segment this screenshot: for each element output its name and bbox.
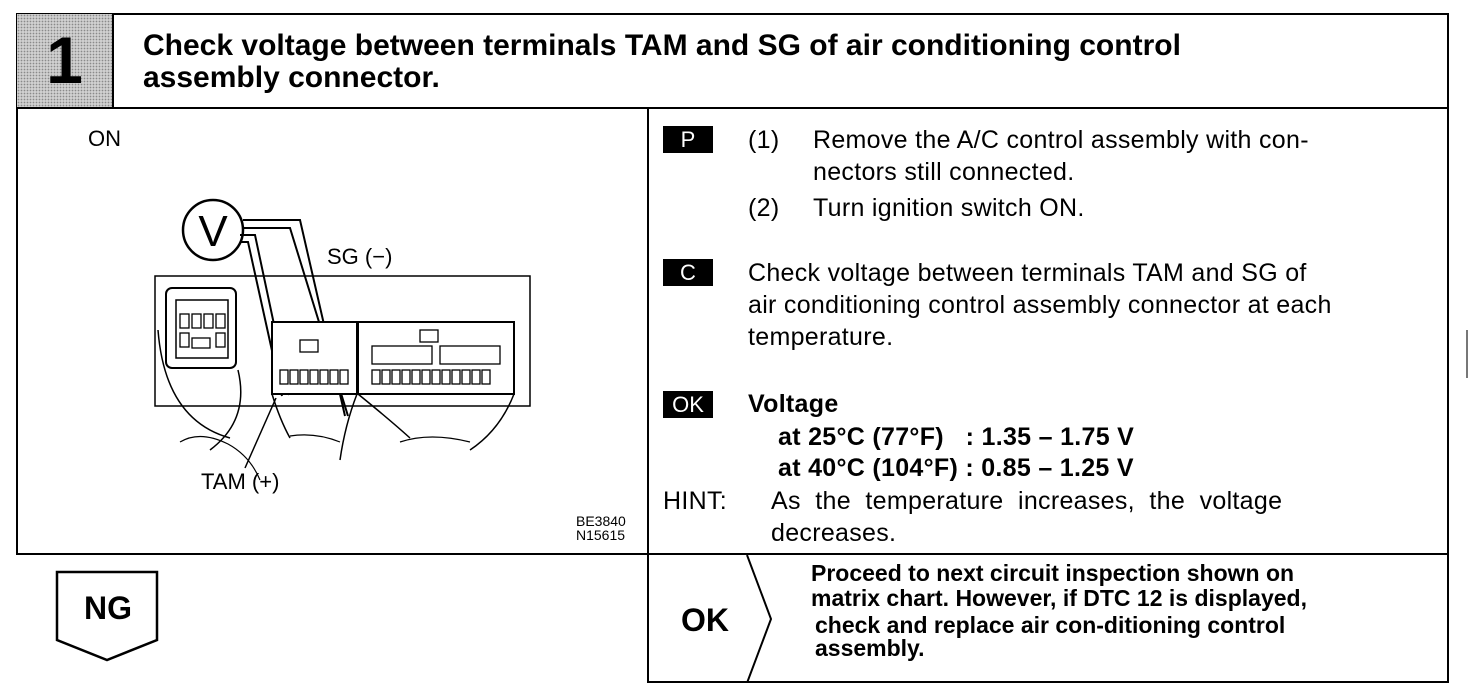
hint-line1: As the temperature increases, the voltage	[771, 487, 1283, 515]
voltmeter-symbol: V	[198, 207, 228, 256]
step-number: 1	[46, 23, 83, 97]
margin-mark	[1466, 330, 1468, 378]
step-title-line1: Check voltage between terminals TAM and SG of air conditioning control	[143, 29, 1181, 62]
hint-label: HINT:	[663, 487, 727, 515]
ok-badge: OK	[663, 391, 713, 418]
step2-number: (2)	[748, 194, 780, 222]
check-line3: temperature.	[748, 323, 894, 351]
check-line1: Check voltage between terminals TAM and SG of	[748, 259, 1307, 287]
sg-terminal-label: SG (−)	[327, 244, 393, 269]
step2-text: Turn ignition switch ON.	[813, 194, 1085, 222]
ok-spec-40c: at 40°C (104°F) : 0.85 – 1.25 V	[778, 454, 1134, 482]
figure-code-1: BE3840	[576, 513, 626, 529]
tam-terminal-label: TAM (+)	[201, 469, 280, 494]
check-line2: air conditioning control assembly connector at each	[748, 291, 1332, 319]
ng-label: NG	[84, 590, 132, 626]
hint-line2: decreases.	[771, 519, 897, 547]
header-bottom-border	[16, 107, 1449, 109]
ok-result-line4: assembly.	[815, 635, 925, 661]
check-badge: C	[663, 259, 713, 286]
step1-line2: nectors still connected.	[813, 158, 1075, 186]
ok-result-line3: check and replace air con-ditioning control	[815, 612, 1286, 638]
prepare-badge: P	[663, 126, 713, 153]
ok-result-line1: Proceed to next circuit inspection shown on	[811, 560, 1295, 586]
ok-spec-25c: at 25°C (77°F) : 1.35 – 1.75 V	[778, 423, 1135, 451]
ok-result-line2: matrix chart. However, if DTC 12 is displayed,	[811, 585, 1307, 611]
ok-title: Voltage	[748, 390, 839, 418]
column-divider	[647, 107, 649, 683]
body-bottom-border	[16, 553, 1449, 555]
step1-line1: Remove the A/C control assembly with con-	[813, 126, 1309, 154]
ok-result-label: OK	[681, 602, 729, 638]
step-title-line2: assembly connector.	[143, 61, 440, 94]
frame-right-border	[1447, 13, 1449, 683]
ignition-on-label: ON	[88, 126, 121, 151]
step1-number: (1)	[748, 126, 780, 154]
ok-arrow-shape	[745, 555, 775, 683]
header-top-border	[16, 13, 1449, 15]
figure-code-2: N15615	[576, 527, 626, 543]
step-box-divider	[112, 13, 114, 109]
